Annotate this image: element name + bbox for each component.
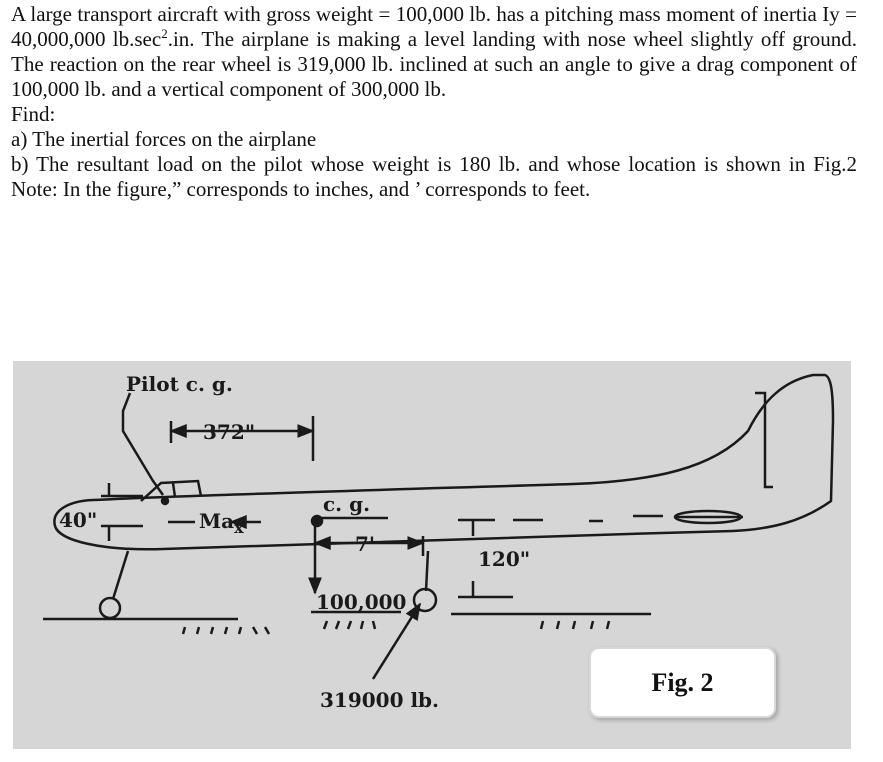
nose-wheel <box>100 598 120 618</box>
dim-40-label: 40" <box>59 508 98 532</box>
pilot-cg-dot <box>162 498 168 504</box>
exponent: 2 <box>161 26 168 41</box>
ma-label <box>199 509 244 537</box>
figure-caption: Fig. 2 <box>589 647 776 718</box>
reaction-label: 319000 lb. <box>320 688 440 712</box>
problem-paragraph <box>11 2 857 102</box>
aircraft-figure <box>13 361 851 749</box>
question-b: b) The resultant load on the pilot whose weight is 180 lb. and whose location is shown in Fig.2 Note: In the figure,” corresponds to inches, and ’ corresponds to feet. <box>11 152 857 201</box>
dim-372-label: 372" <box>203 420 256 444</box>
problem-statement <box>11 2 857 202</box>
paragraph-text-2: .in. The airplane is making a level landing with nose wheel slightly off ground. The reaction on the rear wheel is 319,000 lb. inclined at such an angle to give a drag component of 100,000 lb. and a vertical component of 300,000 lb. <box>11 27 857 101</box>
dim-120-label: 120" <box>478 547 531 571</box>
ma-text: Ma <box>199 509 235 533</box>
nose-gear-strut <box>113 551 128 599</box>
weight-label: 100,000 <box>316 590 407 614</box>
paragraph-text-1: A large transport aircraft with gross weight = 100,000 lb. has a pitching mass moment of inertia Iy = 40,000,000 lb.sec <box>11 2 857 51</box>
pilot-cg-label: Pilot c. g. <box>126 372 233 396</box>
tail-fin <box>755 393 773 487</box>
find-heading: Find: <box>11 102 56 126</box>
ma-subscript: x <box>234 518 244 537</box>
pilot-leader-line <box>123 393 163 495</box>
cg-label: c. g. <box>323 492 371 516</box>
main-gear-strut <box>426 551 428 591</box>
reaction-arrow <box>373 604 420 679</box>
question-a: a) The inertial forces on the airplane <box>11 127 317 151</box>
dim-7ft-label: 7' <box>355 532 376 556</box>
